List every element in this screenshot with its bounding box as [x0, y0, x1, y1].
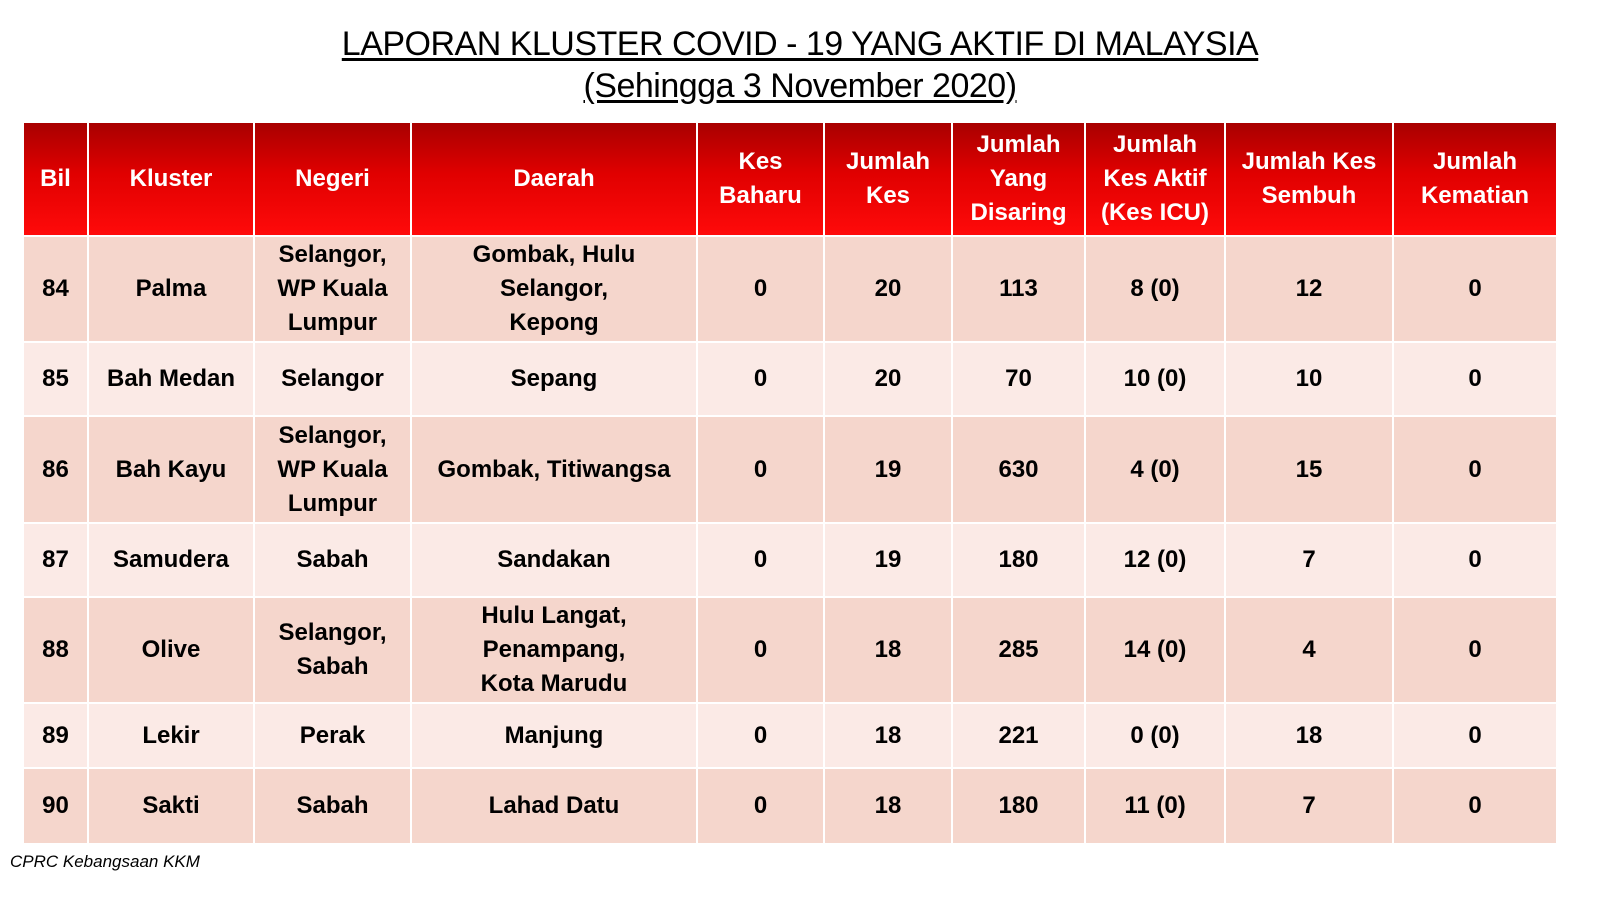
table-row — [23, 342, 1557, 416]
header-kluster: Kluster — [88, 122, 254, 236]
cell-bil: 87 — [23, 523, 88, 597]
cell-kes-baharu: 0 — [697, 703, 824, 768]
header-negeri: Negeri — [254, 122, 411, 236]
cell-jumlah-kematian: 0 — [1393, 597, 1557, 703]
source-footer: CPRC Kebangsaan KKM — [10, 852, 200, 871]
table-header-row — [23, 122, 1557, 236]
cell-jumlah-sembuh: 7 — [1225, 768, 1393, 844]
cell-daerah: Gombak, Hulu Selangor, Kepong — [411, 236, 697, 342]
cell-jumlah-kes: 20 — [824, 236, 952, 342]
cell-jumlah-aktif: 8 (0) — [1085, 236, 1225, 342]
cell-kluster: Bah Medan — [88, 342, 254, 416]
cell-jumlah-kematian: 0 — [1393, 703, 1557, 768]
table-row — [23, 416, 1557, 523]
cell-negeri: Selangor — [254, 342, 411, 416]
table-row — [23, 703, 1557, 768]
cell-jumlah-sembuh: 10 — [1225, 342, 1393, 416]
cell-daerah: Sandakan — [411, 523, 697, 597]
table-row — [23, 236, 1557, 342]
cell-negeri: Sabah — [254, 768, 411, 844]
cell-jumlah-sembuh: 7 — [1225, 523, 1393, 597]
cell-bil: 88 — [23, 597, 88, 703]
header-daerah: Daerah — [411, 122, 697, 236]
cell-jumlah-sembuh: 4 — [1225, 597, 1393, 703]
cell-jumlah-disaring: 180 — [952, 523, 1085, 597]
cell-jumlah-kematian: 0 — [1393, 236, 1557, 342]
cell-jumlah-kematian: 0 — [1393, 768, 1557, 844]
cell-jumlah-disaring: 630 — [952, 416, 1085, 523]
header-jumlah-kematian: Jumlah Kematian — [1393, 122, 1557, 236]
cell-kes-baharu: 0 — [697, 342, 824, 416]
table-row — [23, 597, 1557, 703]
cell-jumlah-sembuh: 12 — [1225, 236, 1393, 342]
cell-jumlah-disaring: 70 — [952, 342, 1085, 416]
cell-jumlah-kes: 18 — [824, 703, 952, 768]
cell-jumlah-disaring: 221 — [952, 703, 1085, 768]
header-bil: Bil — [23, 122, 88, 236]
cell-bil: 84 — [23, 236, 88, 342]
cell-kluster: Lekir — [88, 703, 254, 768]
table-row — [23, 523, 1557, 597]
report-subtitle: (Sehingga 3 November 2020) — [583, 67, 1017, 105]
cell-jumlah-kematian: 0 — [1393, 342, 1557, 416]
cell-bil: 85 — [23, 342, 88, 416]
cell-jumlah-aktif: 10 (0) — [1085, 342, 1225, 416]
cell-jumlah-disaring: 180 — [952, 768, 1085, 844]
cluster-table-wrapper — [22, 121, 1556, 845]
cell-kluster: Olive — [88, 597, 254, 703]
cell-kluster: Palma — [88, 236, 254, 342]
cell-jumlah-aktif: 14 (0) — [1085, 597, 1225, 703]
cell-jumlah-aktif: 4 (0) — [1085, 416, 1225, 523]
report-title: LAPORAN KLUSTER COVID - 19 YANG AKTIF DI MALAYSIA — [341, 25, 1259, 63]
cell-kes-baharu: 0 — [697, 768, 824, 844]
table-row — [23, 768, 1557, 844]
header-jumlah-sembuh: Jumlah Kes Sembuh — [1225, 122, 1393, 236]
cell-negeri: Perak — [254, 703, 411, 768]
report-title-block — [0, 22, 1600, 108]
cell-kes-baharu: 0 — [697, 416, 824, 523]
cell-jumlah-kes: 19 — [824, 523, 952, 597]
cell-jumlah-kes: 20 — [824, 342, 952, 416]
cell-kes-baharu: 0 — [697, 597, 824, 703]
cell-daerah: Lahad Datu — [411, 768, 697, 844]
cell-jumlah-aktif: 12 (0) — [1085, 523, 1225, 597]
cell-daerah: Sepang — [411, 342, 697, 416]
cell-negeri: Selangor, WP Kuala Lumpur — [254, 416, 411, 523]
header-jumlah-aktif: Jumlah Kes Aktif (Kes ICU) — [1085, 122, 1225, 236]
cell-bil: 89 — [23, 703, 88, 768]
cell-jumlah-sembuh: 18 — [1225, 703, 1393, 768]
cell-daerah: Gombak, Titiwangsa — [411, 416, 697, 523]
header-jumlah-kes: Jumlah Kes — [824, 122, 952, 236]
cell-kluster: Samudera — [88, 523, 254, 597]
cell-bil: 86 — [23, 416, 88, 523]
cell-jumlah-kes: 18 — [824, 597, 952, 703]
cell-negeri: Sabah — [254, 523, 411, 597]
cell-kes-baharu: 0 — [697, 236, 824, 342]
cell-jumlah-kematian: 0 — [1393, 416, 1557, 523]
cell-bil: 90 — [23, 768, 88, 844]
cell-daerah: Hulu Langat, Penampang, Kota Marudu — [411, 597, 697, 703]
cell-jumlah-kes: 19 — [824, 416, 952, 523]
cluster-table — [22, 121, 1558, 845]
header-kes-baharu: Kes Baharu — [697, 122, 824, 236]
cell-kluster: Sakti — [88, 768, 254, 844]
cell-jumlah-aktif: 0 (0) — [1085, 703, 1225, 768]
cell-jumlah-kes: 18 — [824, 768, 952, 844]
cell-kluster: Bah Kayu — [88, 416, 254, 523]
cell-daerah: Manjung — [411, 703, 697, 768]
cell-jumlah-sembuh: 15 — [1225, 416, 1393, 523]
header-jumlah-disaring: Jumlah Yang Disaring — [952, 122, 1085, 236]
cell-kes-baharu: 0 — [697, 523, 824, 597]
cell-jumlah-disaring: 113 — [952, 236, 1085, 342]
cell-negeri: Selangor, WP Kuala Lumpur — [254, 236, 411, 342]
cell-jumlah-disaring: 285 — [952, 597, 1085, 703]
cell-negeri: Selangor, Sabah — [254, 597, 411, 703]
cell-jumlah-kematian: 0 — [1393, 523, 1557, 597]
cell-jumlah-aktif: 11 (0) — [1085, 768, 1225, 844]
